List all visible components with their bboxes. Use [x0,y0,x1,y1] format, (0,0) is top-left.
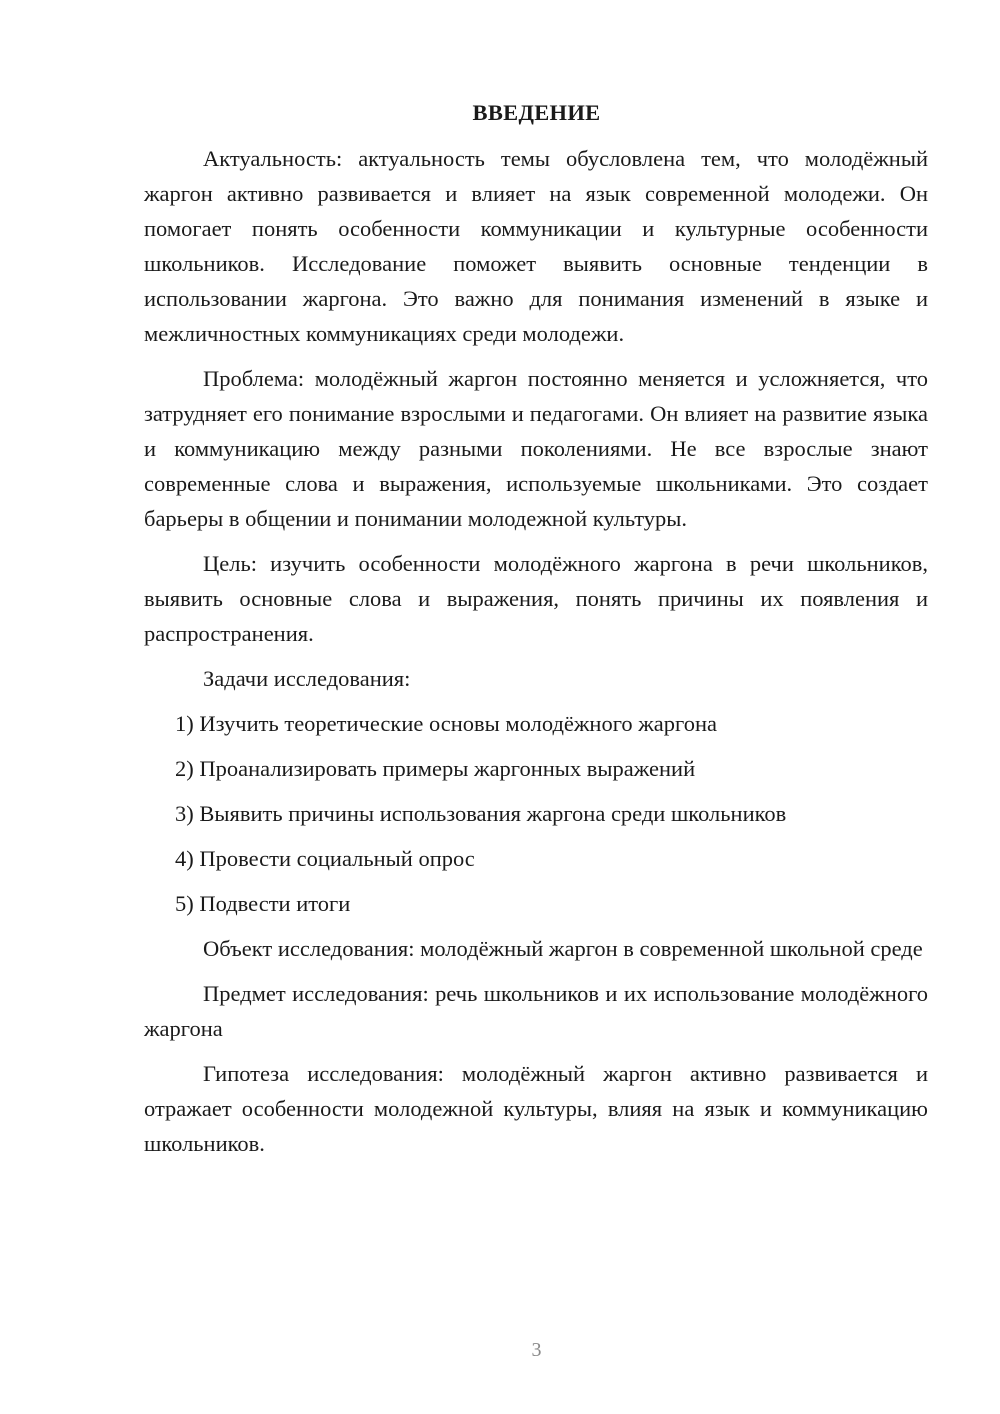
list-item: 1) Изучить теоретические основы молодёжного жаргона [175,711,717,736]
paragraph-object: Объект исследования: молодёжный жаргон в современной школьной среде [203,936,923,961]
paragraph-subject: Предмет исследования: речь школьников и их использование молодёжного жаргона [144,981,928,1041]
page-title: ВВЕДЕНИЕ [472,100,601,125]
page-number: 3 [531,1339,542,1361]
paragraph-relevance: Актуальность: актуальность темы обусловлена тем, что молодёжный жаргон активно развивается и влияет на язык современной молодежи. Он помогает понять особенности коммуникации и культурные особенности школьников. Исследование поможет выявить основные тенденции в использовании жаргона. Это важно для понимания изменений в языке и межличностных коммуникациях среди молодежи. [144,146,928,346]
list-item: 4) Провести социальный опрос [175,846,475,871]
paragraph-goal: Цель: изучить особенности молодёжного жаргона в речи школьников, выявить основные слова и выражения, понять причины их появления и распространения. [144,551,928,646]
list-item: 3) Выявить причины использования жаргона среди школьников [175,801,787,826]
list-item: 2) Проанализировать примеры жаргонных выражений [175,756,696,781]
paragraph-hypothesis: Гипотеза исследования: молодёжный жаргон активно развивается и отражает особенности молодежной культуры, влияя на язык и коммуникацию школьников. [144,1061,928,1156]
document-body [144,141,928,1171]
tasks-list [144,706,928,921]
paragraph-tasks-heading: Задачи исследования: [203,666,411,691]
paragraph-problem: Проблема: молодёжный жаргон постоянно меняется и усложняется, что затрудняет его понимание взрослыми и педагогами. Он влияет на развитие языка и коммуникацию между разными поколениями. Не все взрослые знают современные слова и выражения, используемые школьниками. Это создает барьеры в общении и понимании молодежной культуры. [144,366,928,531]
list-item: 5) Подвести итоги [175,891,351,916]
